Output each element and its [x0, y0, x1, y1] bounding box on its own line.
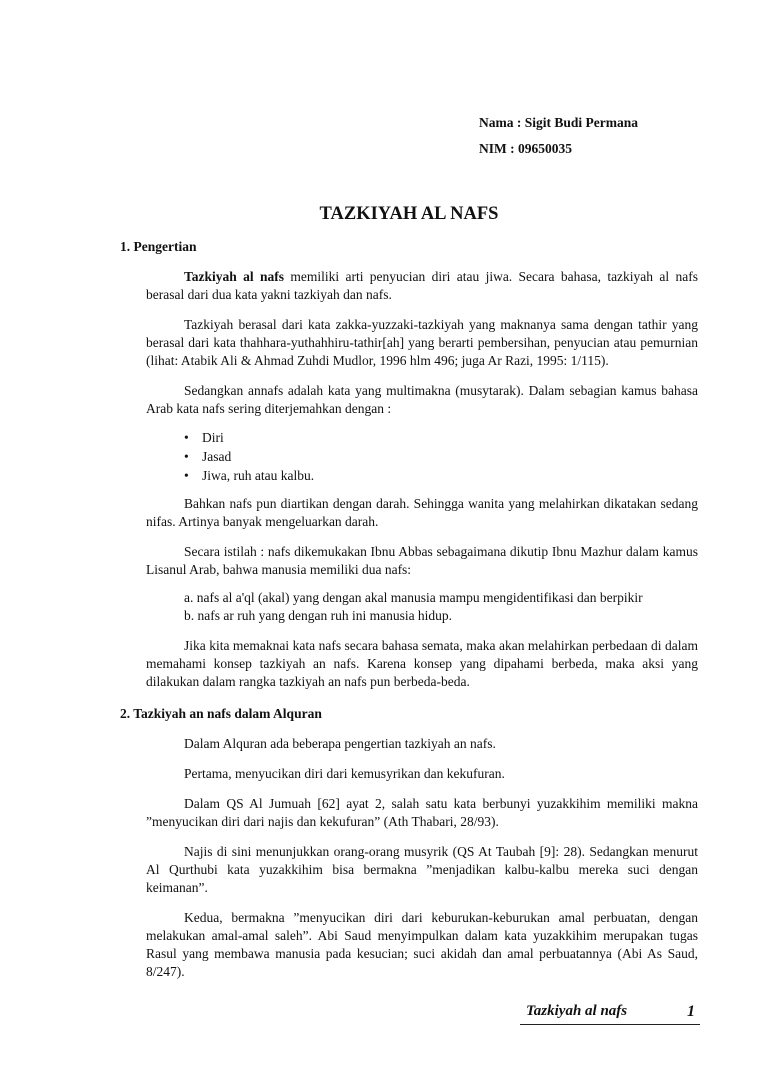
footer-rule — [520, 1024, 700, 1025]
paragraph — [146, 268, 698, 304]
page-footer — [0, 1003, 768, 1025]
section-1-heading: 1. Pengertian — [120, 239, 197, 254]
paragraph: Pertama, menyucikan diri dari kemusyrikan dan kekufuran. — [184, 766, 505, 781]
list-item: • Diri — [184, 428, 698, 447]
author-nim: NIM : 09650035 — [479, 141, 572, 156]
list-item: b. nafs ar ruh yang dengan ruh ini manusia hidup. — [184, 608, 453, 623]
paragraph: Najis di sini menunjukkan orang-orang musyrik (QS At Taubah [9]: 28). Sedangkan menurut Al Qurthubi kata yuzakkihim bisa bermakna ”menjadikan kalbu-kalbu mereka suci dengan keimanan”. — [146, 844, 698, 895]
paragraph: Sedangkan annafs adalah kata yang multimakna (musytarak). Dalam sebagian kamus bahasa Arab kata nafs sering diterjemahkan dengan : — [146, 383, 698, 416]
footer-title: Tazkiyah al nafs — [526, 1003, 628, 1019]
alpha-list — [184, 589, 698, 625]
document-body — [120, 238, 698, 993]
document-title: TAZKIYAH AL NAFS — [319, 204, 499, 224]
author-name: Nama : Sigit Budi Permana — [479, 115, 639, 130]
page-number: 1 — [687, 1003, 695, 1020]
author-header — [479, 110, 638, 162]
paragraph: Bahkan nafs pun diartikan dengan darah. Sehingga wanita yang melahirkan dikatakan sedang nifas. Artinya banyak mengeluarkan darah. — [146, 496, 698, 529]
paragraph: Dalam Alquran ada beberapa pengertian tazkiyah an nafs. — [184, 736, 496, 751]
paragraph: Dalam QS Al Jumuah [62] ayat 2, salah satu kata berbunyi yuzakkihim memiliki makna ”menyucikan diri dari najis dan kekufuran” (Ath Thabari, 28/93). — [146, 796, 698, 829]
section-2-heading: 2. Tazkiyah an nafs dalam Alquran — [120, 706, 322, 721]
list-item: • Jasad — [184, 447, 698, 466]
paragraph: Tazkiyah berasal dari kata zakka-yuzzaki-tazkiyah yang maknanya sama dengan tathir yang berasal dari kata thahhara-yuthahhiru-tathir[ah] yang berarti pembersihan, penyucian atau pemurnian (lihat: Atabik Ali & Ahmad Zuhdi Mudlor, 1996 hlm 496; juga Ar Razi, 1995: 1/115). — [146, 317, 698, 368]
term-bold: Tazkiyah al nafs — [184, 269, 284, 284]
list-item: • Jiwa, ruh atau kalbu. — [184, 466, 698, 485]
paragraph: Secara istilah : nafs dikemukakan Ibnu Abbas sebagaimana dikutip Ibnu Mazhur dalam kamus Lisanul Arab, bahwa manusia memiliki dua nafs: — [146, 544, 698, 577]
bullet-list — [184, 428, 698, 485]
paragraph: Kedua, bermakna ”menyucikan diri dari keburukan-keburukan amal perbuatan, dengan melakukan amal-amal saleh”. Abi Saud menyimpulkan dalam kata yuzakkihim merupakan tugas Rasul yang membawa manusia pada kesucian; suci akidah dan amal perbuatannya (Abi As Saud, 8/247). — [146, 910, 698, 979]
paragraph-text: memiliki arti penyucian diri atau jiwa. Secara bahasa, tazkiyah al nafs berasal dari dua kata yakni tazkiyah dan nafs. — [146, 269, 698, 302]
paragraph: Jika kita memaknai kata nafs secara bahasa semata, maka akan melahirkan perbedaan di dalam memahami konsep tazkiyah an nafs. Karena konsep yang dipahami berbeda, maka aksi yang dilakukan dalam rangka tazkiyah an nafs pun berbeda-beda. — [146, 638, 698, 689]
list-item: a. nafs al a'ql (akal) yang dengan akal manusia mampu mengidentifikasi dan berpikir — [184, 590, 643, 605]
